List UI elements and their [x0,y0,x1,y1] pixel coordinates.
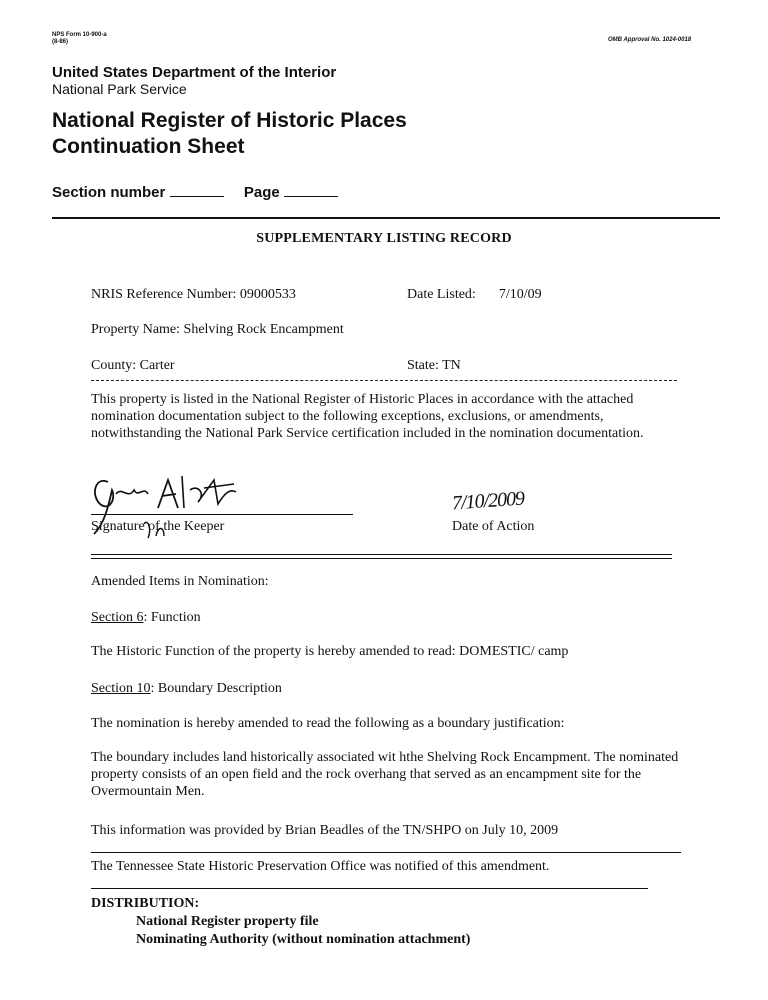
page-label: Page [243,184,280,201]
header-rule [52,217,720,219]
section-6-label: Section 6 [91,610,144,625]
date-listed [407,286,542,303]
shpo-notified: The Tennessee State Historic Preservation Office was notified of this amendment. [91,859,550,874]
section-number-blank [170,195,224,197]
form-number [52,32,107,46]
state: State: TN [407,358,461,373]
section-number-label: Section number [52,184,166,201]
provided-by: This information was provided by Brian Beadles of the TN/SHPO on July 10, 2009 [91,823,559,838]
record-heading: SUPPLEMENTARY LISTING RECORD [256,231,512,246]
agency-name: National Park Service [52,81,187,97]
dashed-divider [91,380,677,381]
section-10-title: : Boundary Description [150,681,282,696]
date-listed-value: 7/10/09 [498,287,542,302]
section-page-line [52,184,338,201]
nris-reference: NRIS Reference Number: 09000533 [91,287,296,302]
title-line-2: Continuation Sheet [52,135,245,158]
form-revision-text: (8-86) [52,39,69,45]
amended-items-heading: Amended Items in Nomination: [91,574,269,589]
form-number-text: NPS Form 10-900-a [52,32,107,38]
boundary-justification: The boundary includes land historically associated wit hthe Shelving Rock Encampment. The nominated property consists of an open field and the rock overhang that served as an encampment site for the Overmountain Men. [91,750,679,799]
section-6-heading [91,609,201,626]
double-rule-top [91,554,672,555]
distribution-heading: DISTRIBUTION: [91,896,200,911]
department-name: United States Department of the Interior [52,64,337,81]
section-6-text: The Historic Function of the property is hereby amended to read: DOMESTIC/ camp [91,644,569,659]
keeper-signature-line [91,514,353,515]
date-listed-label: Date Listed: [407,287,476,302]
distribution-item-2: Nominating Authority (without nomination attachment) [136,932,471,947]
section-10-label: Section 10 [91,681,151,696]
header-agency-block [52,65,336,97]
title-line-1: National Register of Historic Places [52,109,407,132]
distribution-item-1: National Register property file [136,914,319,929]
property-name: Property Name: Shelving Rock Encampment [91,322,344,337]
distribution-rule [91,888,648,889]
notified-top-rule [91,852,681,853]
keeper-label: Signature of the Keeper [91,519,225,534]
county: County: Carter [91,358,175,373]
section-10-heading [91,680,282,697]
date-of-action-label: Date of Action [452,519,535,534]
page-blank [284,195,338,197]
section-10-intro: The nomination is hereby amended to read the following as a boundary justification: [91,716,565,731]
handwritten-date: 7/10/2009 [451,487,525,515]
listing-statement: This property is listed in the National Register of Historic Places in accordance with the attached nomination documentation subject to the following exceptions, exclusions, or amendments, notwithstanding the National Park Service certification included in the nomination documentation. [91,392,644,441]
page-title [52,108,407,160]
omb-approval: OMB Approval No. 1024-0018 [608,37,692,43]
keeper-signature-icon [86,464,256,554]
double-rule-bottom [91,558,672,559]
section-6-title: : Function [143,610,201,625]
